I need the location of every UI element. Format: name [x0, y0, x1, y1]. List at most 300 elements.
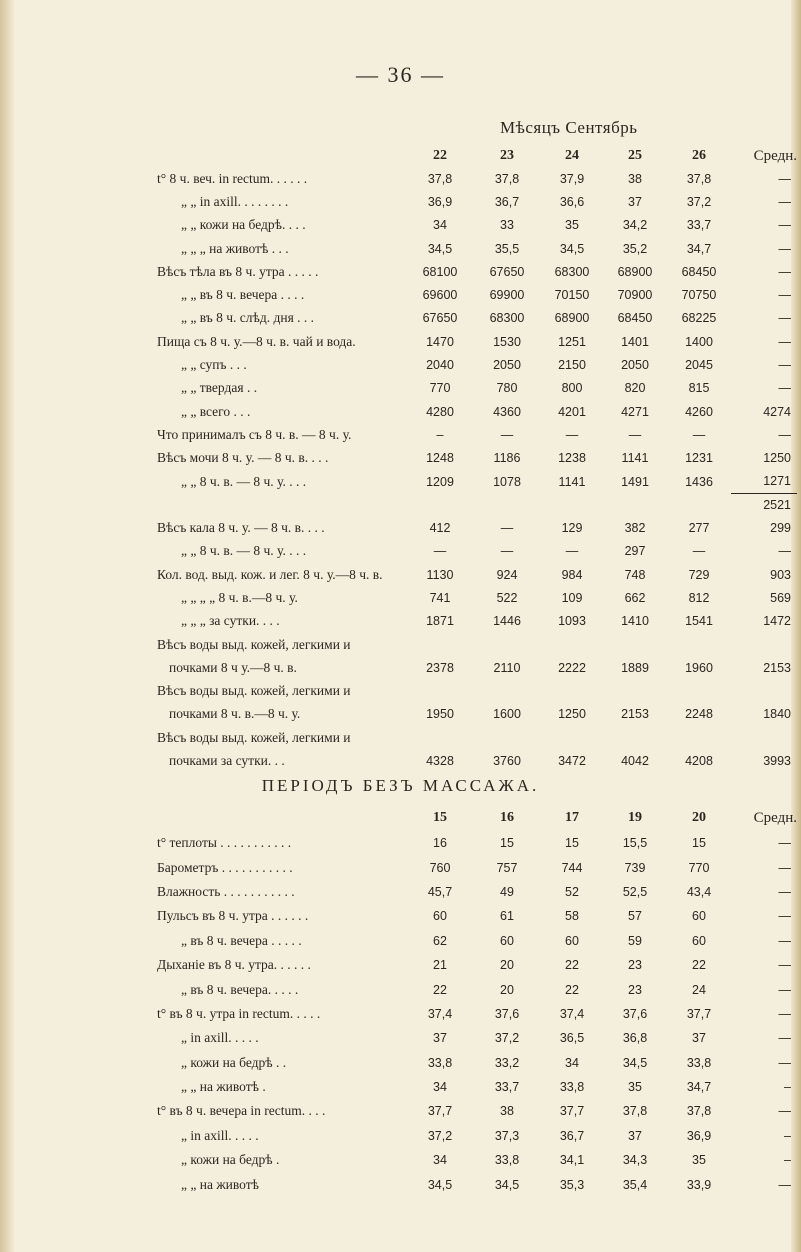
cell-value: 2378 — [426, 660, 454, 675]
cell-value: 37,2 — [494, 1031, 520, 1046]
row-label: „ „ „ на животѣ . . . — [181, 240, 289, 256]
row-label: Вѣсъ мочи 8 ч. у. — 8 ч. в. . . . — [157, 450, 329, 466]
cell-value: 37,6 — [494, 1006, 520, 1021]
row-label: „ „ кожи на бедрѣ. . . . — [181, 217, 306, 233]
row-label: „ „ на животѣ . — [181, 1079, 266, 1095]
cell-value: 34,7 — [686, 241, 712, 256]
row-label: „ „ in axill. . . . . . . . — [181, 193, 289, 209]
cell-value: 68450 — [617, 311, 653, 326]
cell-value: 36,9 — [427, 194, 453, 209]
column-header: 25 — [628, 148, 642, 163]
table-row — [157, 656, 797, 679]
row-label: „ „ супъ . . . — [181, 357, 247, 373]
table-row — [157, 447, 797, 470]
row-label: Вѣсъ воды выд. кожей, легкими и — [157, 683, 351, 699]
cell-value: 4274 — [763, 404, 791, 419]
row-label: Что принималъ съ 8 ч. в. — 8 ч. у. — [157, 426, 352, 442]
cell-value: 35 — [628, 1080, 642, 1095]
september-table — [157, 145, 797, 773]
cell-value — [731, 726, 797, 749]
cell-value: 1248 — [426, 451, 454, 466]
row-label: „ „ „ „ 8 ч. в.—8 ч. у. — [181, 589, 298, 605]
cell-value: — — [778, 194, 791, 209]
column-header: 15 — [433, 810, 447, 825]
cell-value — [407, 493, 473, 516]
table-row — [157, 953, 797, 977]
cell-value: 2150 — [558, 358, 586, 373]
cell-value — [473, 726, 541, 749]
cell-value — [473, 633, 541, 656]
cell-value: 1960 — [685, 660, 713, 675]
table-row — [157, 1026, 797, 1050]
cell-value: 1250 — [763, 451, 791, 466]
cell-value: 729 — [688, 567, 710, 582]
cell-value: 21 — [433, 958, 447, 973]
row-label: „ „ твердая . . — [181, 380, 258, 396]
cell-value: 109 — [561, 590, 583, 605]
row-label: Пульсъ въ 8 ч. утра . . . . . . — [157, 908, 309, 924]
cell-value: 34,5 — [494, 1177, 520, 1192]
cell-value: 4280 — [426, 404, 454, 419]
cell-value: 33,2 — [494, 1055, 520, 1070]
table-row — [157, 1051, 797, 1075]
table-row — [157, 586, 797, 609]
cell-value: — — [778, 381, 791, 396]
cell-value: 62 — [433, 933, 447, 948]
cell-value: 1472 — [763, 614, 791, 629]
cell-value: 34 — [565, 1055, 579, 1070]
row-label: „ „ 8 ч. в. — 8 ч. у. . . . — [181, 543, 307, 559]
cell-value: 36,7 — [494, 194, 520, 209]
row-label: Вѣсъ воды выд. кожей, легкими и — [157, 636, 351, 652]
table-row — [157, 190, 797, 213]
cell-value: 33,7 — [686, 218, 712, 233]
cell-value: 33,9 — [686, 1177, 712, 1192]
cell-value: 68450 — [681, 264, 717, 279]
cell-value: — — [778, 982, 791, 997]
cell-value: 748 — [624, 567, 646, 582]
cell-value: 780 — [496, 381, 518, 396]
cell-value: 34,7 — [686, 1080, 712, 1095]
cell-value: 277 — [688, 521, 710, 536]
cell-value: — — [778, 958, 791, 973]
cell-value: 1470 — [426, 334, 454, 349]
column-header: 16 — [500, 810, 514, 825]
cell-value: — — [433, 544, 447, 559]
row-label: Вѣсъ кала 8 ч. у. — 8 ч. в. . . . — [157, 520, 325, 536]
cell-value: 37,2 — [427, 1128, 453, 1143]
cell-value: 1271 — [731, 470, 797, 493]
cell-value: 37,8 — [686, 171, 712, 186]
cell-value: – — [436, 427, 444, 442]
table-row — [157, 1124, 797, 1148]
cell-value: 35 — [565, 218, 579, 233]
cell-value: 1141 — [621, 451, 649, 466]
cell-value: 37,8 — [427, 171, 453, 186]
cell-value: 2050 — [621, 358, 649, 373]
cell-value: 49 — [500, 884, 514, 899]
cell-value: 1250 — [558, 707, 586, 722]
cell-value: 129 — [561, 521, 583, 536]
cell-value: 69900 — [489, 288, 525, 303]
cell-value: — — [778, 884, 791, 899]
column-header: 20 — [692, 810, 706, 825]
cell-value: — — [778, 1104, 791, 1119]
cell-value: 34 — [433, 218, 447, 233]
cell-value: 2248 — [685, 707, 713, 722]
table-row — [157, 633, 797, 656]
cell-value: 35,3 — [559, 1177, 585, 1192]
cell-value: 2153 — [621, 707, 649, 722]
cell-value: — — [692, 544, 706, 559]
cell-value: 33,8 — [559, 1080, 585, 1095]
cell-value: 34,5 — [427, 241, 453, 256]
table-row — [157, 749, 797, 772]
row-label: Кол. вод. выд. кож. и лег. 8 ч. у.—8 ч. в. — [157, 566, 383, 582]
cell-value: — — [778, 1177, 791, 1192]
cell-value: 1238 — [558, 451, 586, 466]
cell-value — [407, 633, 473, 656]
cell-value: 20 — [500, 982, 514, 997]
cell-value — [407, 726, 473, 749]
cell-value — [603, 493, 667, 516]
cell-value: 1871 — [426, 614, 454, 629]
cell-value: 800 — [561, 381, 583, 396]
row-label: почками за сутки. . . — [169, 753, 285, 769]
cell-value: 739 — [624, 860, 646, 875]
cell-value: — — [565, 427, 579, 442]
table-row — [157, 977, 797, 1001]
cell-value: — — [778, 218, 791, 233]
row-label: „ въ 8 ч. вечера. . . . . — [181, 981, 299, 997]
cell-value: 812 — [688, 590, 710, 605]
cell-value: 820 — [624, 381, 646, 396]
cell-value: 37,8 — [494, 171, 520, 186]
cell-value: 33,8 — [494, 1153, 520, 1168]
row-label: почками 8 ч у.—8 ч. в. — [169, 659, 297, 675]
cell-value: 1950 — [426, 707, 454, 722]
column-header: Средн. — [753, 809, 797, 826]
table-row — [157, 904, 797, 928]
row-label: почками 8 ч. в.—8 ч. у. — [169, 706, 301, 722]
cell-value: — — [778, 836, 791, 851]
cell-value: 815 — [688, 381, 710, 396]
cell-value: 22 — [692, 958, 706, 973]
cell-value: 68300 — [554, 264, 590, 279]
cell-value — [473, 493, 541, 516]
cell-value — [731, 680, 797, 703]
cell-value: 4328 — [426, 754, 454, 769]
cell-value: 4208 — [685, 754, 713, 769]
cell-value: 58 — [565, 909, 579, 924]
table-row — [157, 260, 797, 283]
cell-value: 33,7 — [494, 1080, 520, 1095]
cell-value: 1078 — [493, 474, 521, 489]
row-label: Барометръ . . . . . . . . . . . — [157, 859, 293, 875]
header-blank — [157, 145, 407, 167]
cell-value: 20 — [500, 958, 514, 973]
cell-value: 299 — [770, 521, 791, 536]
cell-value: 68225 — [681, 311, 717, 326]
cell-value: — — [565, 544, 579, 559]
cell-value: 60 — [565, 933, 579, 948]
row-label: „ „ всего . . . — [181, 403, 251, 419]
cell-value: — — [778, 1055, 791, 1070]
cell-value: — — [778, 933, 791, 948]
row-label: Пища съ 8 ч. у.—8 ч. в. чай и вода. — [157, 333, 356, 349]
row-label: Вѣсъ воды выд. кожей, легкими и — [157, 729, 351, 745]
row-label: „ in axill. . . . . — [181, 1030, 259, 1046]
cell-value: — — [500, 544, 514, 559]
cell-value: — — [778, 264, 791, 279]
cell-value: — — [778, 358, 791, 373]
cell-value: 67650 — [422, 311, 458, 326]
cell-value: 770 — [429, 381, 451, 396]
no-massage-table — [157, 805, 797, 1197]
cell-value: 1130 — [426, 567, 454, 582]
table-row — [157, 726, 797, 749]
cell-value: 1410 — [621, 614, 649, 629]
cell-value: 760 — [429, 860, 451, 875]
cell-value: 36,7 — [559, 1128, 585, 1143]
row-label — [157, 493, 407, 516]
cell-value: 744 — [561, 860, 583, 875]
cell-value: 37,9 — [559, 171, 585, 186]
cell-value: 38 — [628, 171, 642, 186]
table-row — [157, 377, 797, 400]
cell-value: — — [500, 521, 514, 536]
row-label: „ кожи на бедрѣ . — [181, 1152, 280, 1168]
row-label: t° въ 8 ч. вечера in rectum. . . . — [157, 1103, 326, 1119]
cell-value: 70150 — [554, 288, 590, 303]
cell-value: 37,3 — [494, 1128, 520, 1143]
table-row — [157, 400, 797, 423]
cell-value: 569 — [770, 590, 791, 605]
cell-value: 36,6 — [559, 194, 585, 209]
cell-value: 52 — [565, 884, 579, 899]
cell-value: 22 — [565, 982, 579, 997]
cell-value: 34,5 — [622, 1055, 648, 1070]
table-row — [157, 353, 797, 376]
cell-value: 70750 — [681, 288, 717, 303]
cell-value: 1400 — [685, 334, 713, 349]
cell-value: 38 — [500, 1104, 514, 1119]
row-label: t° въ 8 ч. утра in rectum. . . . . — [157, 1005, 321, 1021]
cell-value: 68900 — [617, 264, 653, 279]
row-label: „ „ въ 8 ч. слѣд. дня . . . — [181, 310, 315, 326]
cell-value: 23 — [628, 958, 642, 973]
page-left-edge — [0, 0, 14, 1252]
cell-value: 15 — [565, 836, 579, 851]
cell-value: 35,5 — [494, 241, 520, 256]
column-header: 22 — [433, 148, 447, 163]
column-header: 17 — [565, 810, 579, 825]
table-row — [157, 680, 797, 703]
header-blank — [157, 805, 407, 831]
cell-value: — — [778, 334, 791, 349]
table-row — [157, 929, 797, 953]
cell-value: 15 — [500, 836, 514, 851]
cell-value: 37,2 — [686, 194, 712, 209]
table-row — [157, 540, 797, 563]
cell-value: 61 — [500, 909, 514, 924]
cell-value: — — [778, 860, 791, 875]
cell-value: 2045 — [685, 358, 713, 373]
cell-value: 36,5 — [559, 1031, 585, 1046]
cell-value: 757 — [496, 860, 518, 875]
cell-value: 68900 — [554, 311, 590, 326]
month-title: Мѣсяцъ Сентябрь — [500, 118, 638, 137]
cell-value: 45,7 — [427, 884, 453, 899]
cell-value: 43,4 — [686, 884, 712, 899]
cell-value: – — [784, 1128, 791, 1143]
cell-value: — — [628, 427, 642, 442]
column-header: 19 — [628, 810, 642, 825]
cell-value: 34,3 — [622, 1153, 648, 1168]
cell-value: 4360 — [493, 404, 521, 419]
cell-value: 1889 — [621, 660, 649, 675]
cell-value: 34,5 — [559, 241, 585, 256]
row-label: „ въ 8 ч. вечера . . . . . — [181, 932, 302, 948]
cell-value: 2110 — [493, 660, 521, 675]
cell-value: 903 — [770, 567, 791, 582]
cell-value: 34,2 — [622, 218, 648, 233]
page-number: — 36 — — [356, 62, 445, 87]
cell-value: 522 — [496, 590, 518, 605]
cell-value: 22 — [565, 958, 579, 973]
cell-value: 770 — [688, 860, 710, 875]
cell-value: 60 — [692, 933, 706, 948]
cell-value: – — [784, 1080, 791, 1095]
cell-value — [603, 680, 667, 703]
cell-value: 34,5 — [427, 1177, 453, 1192]
cell-value: 4271 — [621, 404, 649, 419]
table-row — [157, 167, 797, 190]
cell-value: – — [784, 1153, 791, 1168]
cell-value: 70900 — [617, 288, 653, 303]
cell-value: 2521 — [763, 498, 791, 513]
cell-value: 23 — [628, 982, 642, 997]
cell-value: 36,9 — [686, 1128, 712, 1143]
cell-value: 35,2 — [622, 241, 648, 256]
cell-value: 4260 — [685, 404, 713, 419]
row-label: t° 8 ч. веч. in rectum. . . . . . — [157, 170, 308, 186]
cell-value: 1186 — [493, 451, 521, 466]
row-label: „ „ „ за сутки. . . . — [181, 613, 280, 629]
row-label: t° теплоты . . . . . . . . . . . — [157, 835, 292, 851]
cell-value: 924 — [496, 567, 518, 582]
table-row — [157, 330, 797, 353]
cell-value: — — [778, 288, 791, 303]
cell-value — [603, 726, 667, 749]
table-row — [157, 1099, 797, 1123]
table-row — [157, 703, 797, 726]
cell-value: 33 — [500, 218, 514, 233]
cell-value: 37,7 — [559, 1104, 585, 1119]
cell-value: 37,7 — [427, 1104, 453, 1119]
cell-value: 1251 — [558, 334, 586, 349]
cell-value — [667, 633, 731, 656]
cell-value: 3993 — [763, 754, 791, 769]
cell-value: 741 — [429, 590, 451, 605]
cell-value: 36,8 — [622, 1031, 648, 1046]
cell-value: 2050 — [493, 358, 521, 373]
table-row — [157, 1148, 797, 1172]
cell-value: 1401 — [621, 334, 649, 349]
row-label: „ кожи на бедрѣ . . — [181, 1054, 287, 1070]
cell-value — [541, 680, 603, 703]
cell-value: 1600 — [493, 707, 521, 722]
cell-value: 24 — [692, 982, 706, 997]
row-label: Влажность . . . . . . . . . . . — [157, 883, 295, 899]
cell-value: 34 — [433, 1153, 447, 1168]
cell-value: 15 — [692, 836, 706, 851]
cell-value: 33,8 — [427, 1055, 453, 1070]
cell-value: 37,8 — [622, 1104, 648, 1119]
cell-value: 37 — [433, 1031, 447, 1046]
cell-value: 3760 — [493, 754, 521, 769]
table-row — [157, 1002, 797, 1026]
cell-value: 52,5 — [622, 884, 648, 899]
column-header: 26 — [692, 148, 706, 163]
row-label: „ in axill. . . . . — [181, 1127, 259, 1143]
cell-value: — — [778, 1031, 791, 1046]
cell-value: 297 — [624, 544, 646, 559]
cell-value: 16 — [433, 836, 447, 851]
cell-value: 33,8 — [686, 1055, 712, 1070]
cell-value: 3472 — [558, 754, 586, 769]
cell-value: — — [500, 427, 514, 442]
row-label: „ „ въ 8 ч. вечера . . . . — [181, 287, 305, 303]
cell-value: 37 — [692, 1031, 706, 1046]
cell-value: 2222 — [558, 660, 586, 675]
cell-value: 1231 — [685, 451, 713, 466]
table-row — [157, 214, 797, 237]
cell-value — [667, 726, 731, 749]
cell-value: 1093 — [558, 614, 586, 629]
column-header: 24 — [565, 148, 579, 163]
cell-value: 1530 — [493, 334, 521, 349]
cell-value: 37 — [628, 194, 642, 209]
column-header: 23 — [500, 148, 514, 163]
row-label: „ „ на животѣ — [181, 1176, 259, 1192]
cell-value: — — [778, 427, 791, 442]
table-row — [157, 1075, 797, 1099]
cell-value: 34,1 — [559, 1153, 585, 1168]
row-label: „ „ 8 ч. в. — 8 ч. у. . . . — [181, 473, 307, 489]
table-row — [157, 493, 797, 516]
cell-value: 67650 — [489, 264, 525, 279]
cell-value: — — [692, 427, 706, 442]
cell-value: 4042 — [621, 754, 649, 769]
table-row — [157, 307, 797, 330]
table-row — [157, 610, 797, 633]
cell-value: 2040 — [426, 358, 454, 373]
table-row — [157, 563, 797, 586]
cell-value — [667, 493, 731, 516]
cell-value: 1436 — [685, 474, 713, 489]
cell-value — [667, 680, 731, 703]
cell-value — [407, 680, 473, 703]
cell-value: 1541 — [685, 614, 713, 629]
cell-value: 57 — [628, 909, 642, 924]
cell-value: 37,6 — [622, 1006, 648, 1021]
cell-value: 37 — [628, 1128, 642, 1143]
cell-value: 2153 — [763, 660, 791, 675]
cell-value: — — [778, 171, 791, 186]
cell-value: — — [778, 1006, 791, 1021]
cell-value: 37,7 — [686, 1006, 712, 1021]
